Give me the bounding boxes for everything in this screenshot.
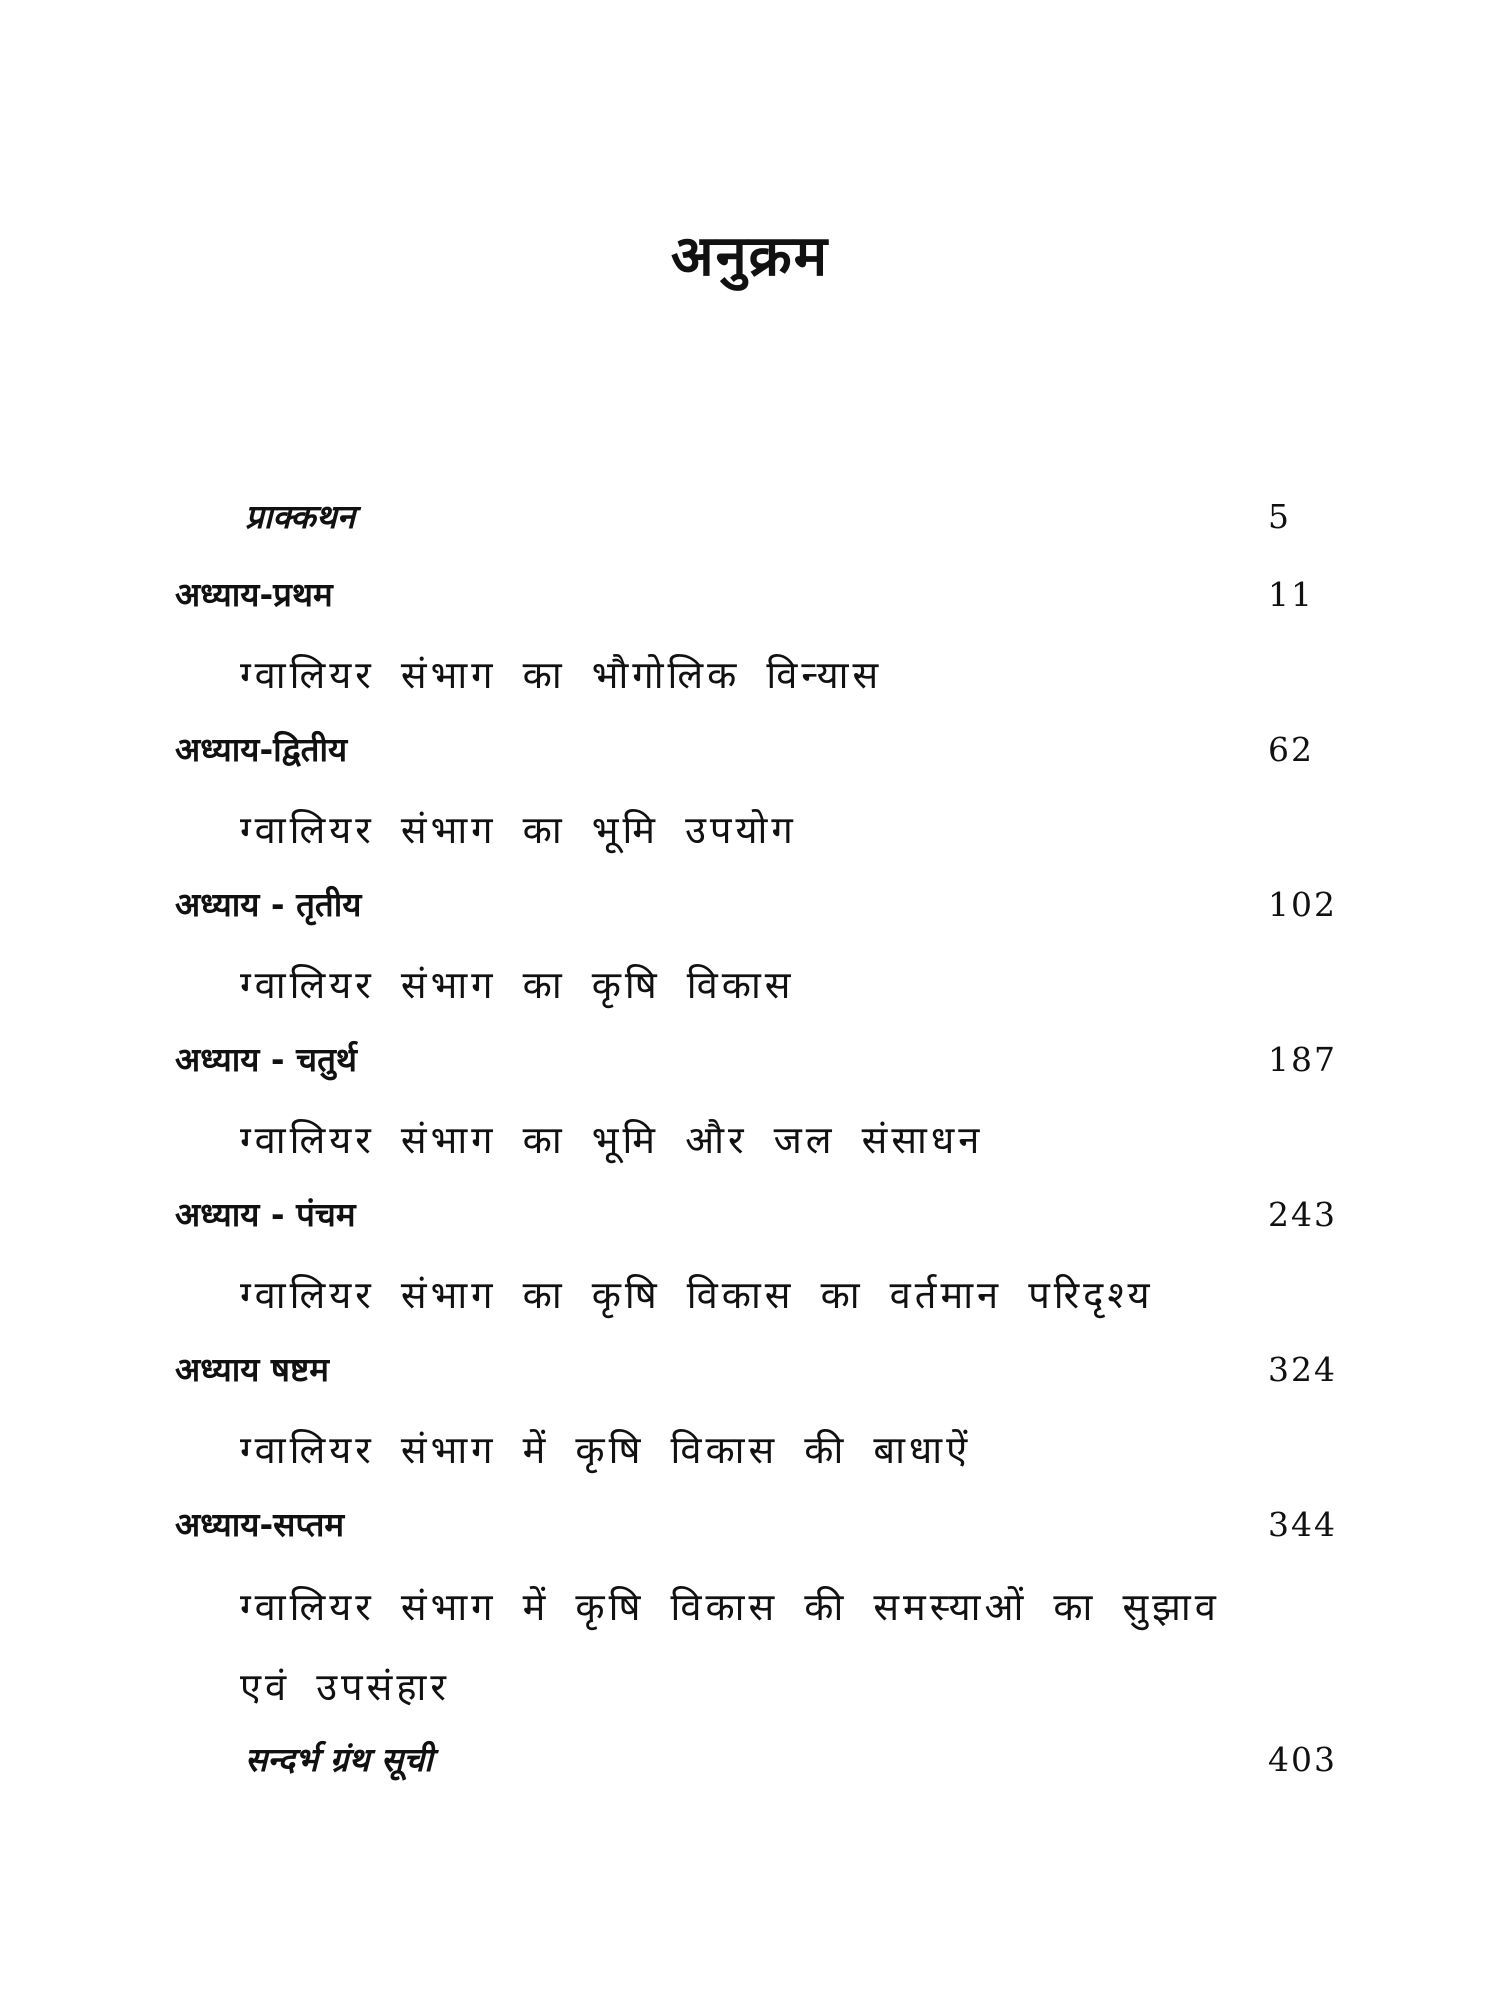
toc-entry-chapter-7 xyxy=(0,1503,1500,1563)
toc-subtitle-chapter-3 xyxy=(0,960,1500,1020)
toc-page-number: 403 xyxy=(1268,1740,1337,1779)
toc-entry-chapter-2 xyxy=(0,728,1500,788)
toc-entry-chapter-3 xyxy=(0,883,1500,943)
toc-subtitle: ग्वालियर संभाग का भूमि उपयोग xyxy=(240,808,797,852)
toc-page-number: 187 xyxy=(1268,1040,1337,1079)
toc-page-number: 243 xyxy=(1268,1195,1337,1234)
toc-entry-chapter-1 xyxy=(0,573,1500,633)
toc-entry-chapter-6 xyxy=(0,1348,1500,1408)
toc-subtitle-chapter-2 xyxy=(0,805,1500,865)
toc-page-number: 5 xyxy=(1268,497,1291,536)
page-title: अनुक्रम xyxy=(670,224,830,289)
toc-subtitle-chapter-6 xyxy=(0,1425,1500,1485)
toc-subtitle: ग्वालियर संभाग में कृषि विकास की समस्याओं का सुझाव xyxy=(240,1585,1220,1629)
toc-page-number: 324 xyxy=(1268,1350,1337,1389)
toc-heading: अध्याय-द्वितीय xyxy=(175,730,348,769)
toc-page-number: 344 xyxy=(1268,1505,1337,1544)
toc-subtitle-chapter-7-line-2 xyxy=(0,1662,1500,1722)
toc-page-number: 102 xyxy=(1268,885,1337,924)
toc-entry-chapter-4 xyxy=(0,1038,1500,1098)
toc-subtitle: ग्वालियर संभाग का कृषि विकास xyxy=(240,963,795,1007)
toc-entry-bibliography xyxy=(0,1738,1500,1798)
toc-entry-chapter-5 xyxy=(0,1193,1500,1253)
toc-subtitle-chapter-7 xyxy=(0,1582,1500,1642)
toc-heading: अध्याय - चतुर्थ xyxy=(175,1040,357,1079)
toc-heading: अध्याय - पंचम xyxy=(175,1195,356,1234)
toc-subtitle: एवं उपसंहार xyxy=(240,1665,450,1709)
toc-subtitle-chapter-4 xyxy=(0,1115,1500,1175)
toc-page-number: 11 xyxy=(1268,575,1314,614)
toc-heading: अध्याय षष्टम xyxy=(175,1350,330,1389)
toc-subtitle: ग्वालियर संभाग का भूमि और जल संसाधन xyxy=(240,1118,984,1162)
toc-entry-preface xyxy=(0,495,1500,555)
toc-heading: सन्दर्भ ग्रंथ सूची xyxy=(245,1740,433,1779)
toc-heading: अध्याय - तृतीय xyxy=(175,885,362,924)
toc-heading: अध्याय-सप्तम xyxy=(175,1505,345,1544)
toc-heading: अध्याय-प्रथम xyxy=(175,575,333,614)
toc-subtitle: ग्वालियर संभाग का कृषि विकास का वर्तमान परिदृश्य xyxy=(240,1273,1154,1317)
toc-subtitle: ग्वालियर संभाग में कृषि विकास की बाधाऐं xyxy=(240,1428,972,1472)
toc-subtitle-chapter-1 xyxy=(0,650,1500,710)
toc-heading: प्राक्कथन xyxy=(245,497,356,536)
toc-subtitle: ग्वालियर संभाग का भौगोलिक विन्यास xyxy=(240,653,883,697)
toc-subtitle-chapter-5 xyxy=(0,1270,1500,1330)
toc-page-number: 62 xyxy=(1268,730,1314,769)
